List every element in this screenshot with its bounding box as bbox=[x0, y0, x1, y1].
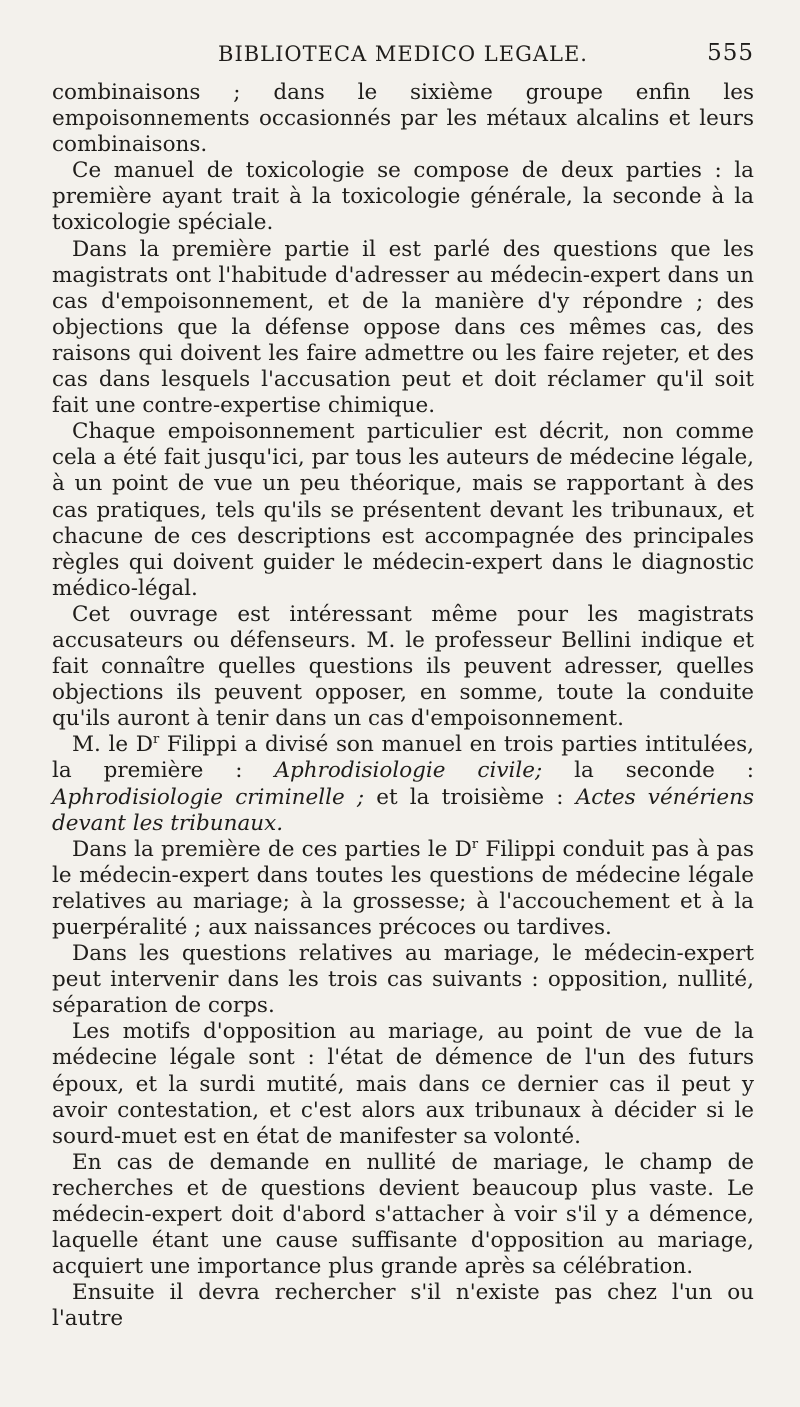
p6-sup: r bbox=[153, 732, 160, 748]
p7-pre: Dans la première de ces parties le D bbox=[72, 836, 472, 862]
page-body bbox=[52, 80, 754, 1333]
p6-italic-3: Actes vénériens devant les tribunaux. bbox=[52, 784, 755, 836]
p7-sup: r bbox=[471, 836, 479, 852]
paragraph-10: En cas de demande en nullité de mariage, le champ de recherches et de questions devient beaucoup plus vaste. Le médecin-expert doit d'abord s'attacher à voir s'il y a démence, laquelle étant une cause suffisante d'opposition au mariage, acquiert une importance plus grande après sa célébration. bbox=[52, 1149, 754, 1280]
p6-pre: M. le D bbox=[72, 732, 153, 758]
page-number: 555 bbox=[707, 40, 754, 66]
p6-italic-1: Aphrodisiologie civile; bbox=[274, 758, 543, 784]
paragraph-2: Ce manuel de toxicologie se compose de deux parties : la première ayant trait à la toxicologie générale, la seconde à la toxicologie spéciale. bbox=[52, 158, 754, 236]
paragraph-3: Dans la première partie il est parlé des questions que les magistrats ont l'habitude d'adresser au médecin-expert dans un cas d'empoisonnement, et de la manière d'y répondre ; des objections que la défense oppose dans ces mêmes cas, des raisons qui doivent les faire admettre ou les faire rejeter, et des cas dans lesquels l'accusation peut et doit réclamer qu'il soit fait une contre-expertise chimique. bbox=[52, 236, 754, 419]
paragraph-7 bbox=[52, 837, 754, 941]
paragraph-6 bbox=[52, 732, 754, 836]
p6-mid2: la seconde : bbox=[542, 758, 754, 784]
paragraph-4: Chaque empoisonnement particulier est décrit, non comme cela a été fait jusqu'ici, par tous les auteurs de médecine légale, à un point de vue un peu théorique, mais se rapportant à des cas pratiques, tels qu'ils se présentent devant les tribunaux, et chacune de ces descriptions est accompagnée des principales règles qui doivent guider le médecin-expert dans le diagnostic médico-légal. bbox=[52, 419, 754, 601]
p6-mid1: Filippi a divisé son manuel en trois parties intitulées, la première : bbox=[52, 732, 754, 784]
p7-post: Filippi conduit pas à pas le médecin-expert dans toutes les questions de médecine légale relatives au mariage; à la grossesse; à l'accouchement et à la puerpéralité ; aux naissances précoces ou tardives. bbox=[52, 836, 755, 940]
paragraph-11: Ensuite il devra rechercher s'il n'existe pas chez l'un ou l'autre bbox=[52, 1280, 754, 1332]
running-title: BIBLIOTECA MEDICO LEGALE. bbox=[218, 42, 588, 66]
paragraph-8: Dans les questions relatives au mariage, le médecin-expert peut intervenir dans les trois cas suivants : opposition, nullité, séparation de corps. bbox=[52, 941, 754, 1019]
paragraph-9: Les motifs d'opposition au mariage, au point de vue de la médecine légale sont : l'état de démence de l'un des futurs époux, et la surdi mutité, mais dans ce dernier cas il peut y avoir contestation, et c'est alors aux tribunaux à décider si le sourd-muet est en état de manifester sa volonté. bbox=[52, 1019, 754, 1149]
p6-italic-2: Aphrodisiologie criminelle ; bbox=[52, 784, 365, 810]
running-header bbox=[52, 36, 754, 76]
paragraph-1: combinaisons ; dans le sixième groupe enfin les empoisonnements occasionnés par les métaux alcalins et leurs combinaisons. bbox=[52, 80, 754, 158]
paragraph-5: Cet ouvrage est intéressant même pour les magistrats accusateurs ou défenseurs. M. le professeur Bellini indique et fait connaître quelles questions ils peuvent adresser, quelles objections ils peuvent opposer, en somme, toute la conduite qu'ils auront à tenir dans un cas d'empoisonnement. bbox=[52, 601, 754, 732]
p6-mid3: et la troisième : bbox=[364, 784, 576, 810]
